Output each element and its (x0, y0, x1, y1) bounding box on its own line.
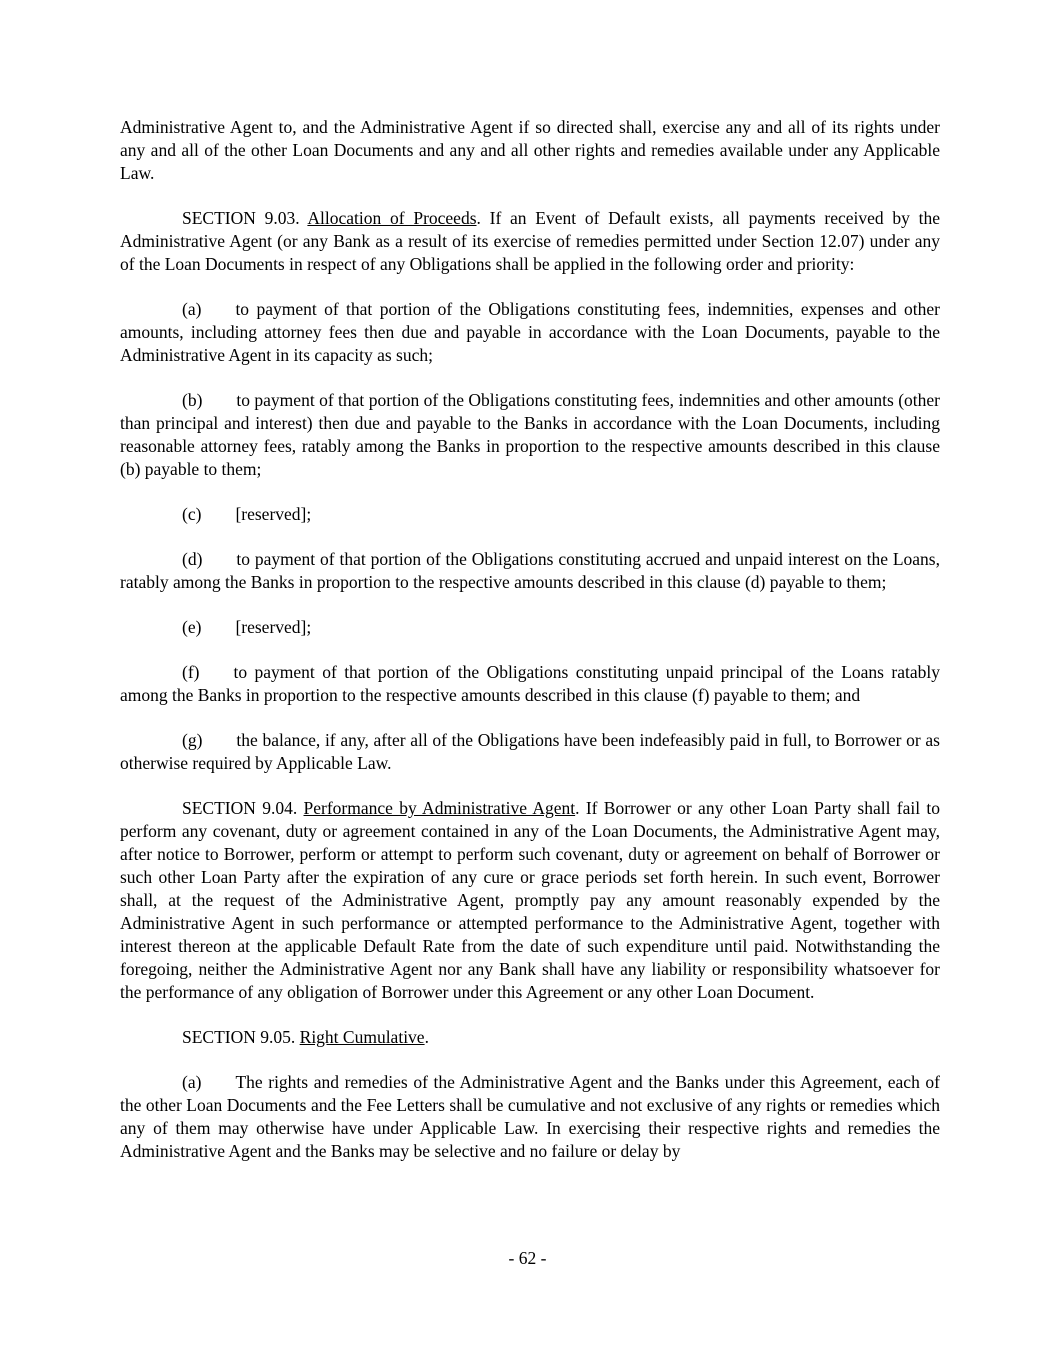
clause-text: the balance, if any, after all of the Obligations have been indefeasibly paid in full, to Borrower or as otherwise required by Applicable Law. (120, 730, 940, 773)
clause-c-paragraph (120, 503, 940, 526)
document-body (120, 116, 940, 1185)
section-body-text: . If an Event of Default exists, all payments received by the Administrative Agent (or any Bank as a result of its exercise of remedies permitted under Section 12.07) under any of the Loan Documents in respect of any Obligations shall be applied in the following order and priority: (120, 208, 940, 274)
clause-g-paragraph (120, 729, 940, 775)
section-9-03-paragraph (120, 207, 940, 276)
clause-label: (e) (182, 617, 202, 637)
section-number: SECTION 9.03. (182, 208, 308, 228)
clause-label: (f) (182, 662, 200, 682)
page-number: - 62 - (508, 1248, 547, 1268)
clause-b-paragraph (120, 389, 940, 481)
clause-label: (g) (182, 730, 203, 750)
clause-text: The rights and remedies of the Administrative Agent and the Banks under this Agreement, each of the other Loan Documents and the Fee Letters shall be cumulative and not exclusive of any rights or remedies which any of them may otherwise have under Applicable Law. In exercising their respective rights and remedies the Administrative Agent and the Banks may be selective and no failure or delay by (120, 1072, 940, 1161)
clause-e-paragraph (120, 616, 940, 639)
clause-label: (d) (182, 549, 203, 569)
section-9-04-paragraph (120, 797, 940, 1004)
section-title-underlined: Allocation of Proceeds (307, 208, 477, 228)
clause-text: to payment of that portion of the Obligations constituting unpaid principal of the Loans ratably among the Banks in proportion to the respective amounts described in this clause (f) payable to them; and (120, 662, 940, 705)
clause-label: (b) (182, 390, 203, 410)
section-title-underlined: Right Cumulative (299, 1027, 425, 1047)
clause-label: (a) (182, 299, 202, 319)
clause-text: [reserved]; (235, 617, 312, 637)
clause-a-paragraph (120, 298, 940, 367)
clause-text: to payment of that portion of the Obligations constituting fees, indemnities, expenses and other amounts, including attorney fees then due and payable in accordance with the Loan Documents, payable to the Administrative Agent in its capacity as such; (120, 299, 940, 365)
section-body-text: . If Borrower or any other Loan Party shall fail to perform any covenant, duty or agreement contained in any of the Loan Documents, the Administrative Agent may, after notice to Borrower, perform or attempt to perform such covenant, duty or agreement on behalf of Borrower or such other Loan Party after the expiration of any cure or grace periods set forth herein. In such event, Borrower shall, at the request of the Administrative Agent, promptly pay any amount reasonably expended by the Administrative Agent in such performance or attempted performance to the Administrative Agent, together with interest thereon at the applicable Default Rate from the date of such expenditure until paid. Notwithstanding the foregoing, neither the Administrative Agent nor any Bank shall have any liability or responsibility whatsoever for the performance of any obligation of Borrower under this Agreement or any other Loan Document. (120, 798, 941, 1002)
section-title-underlined: Performance by Administrative Agent (303, 798, 576, 818)
clause-label: (a) (182, 1072, 202, 1092)
clause-905a-paragraph (120, 1071, 940, 1163)
clause-label: (c) (182, 504, 202, 524)
section-title-period: . (424, 1027, 429, 1047)
section-number: SECTION 9.04. (182, 798, 304, 818)
paragraph-text: Administrative Agent to, and the Administrative Agent if so directed shall, exercise any and all of its rights under any and all of the other Loan Documents and any and all other rights and remedies available under any Applicable Law. (120, 117, 940, 183)
section-9-05-heading (120, 1026, 940, 1049)
clause-f-paragraph (120, 661, 940, 707)
clause-text: to payment of that portion of the Obligations constituting fees, indemnities and other amounts (other than principal and interest) then due and payable to the Banks in accordance with the Loan Documents, including reasonable attorney fees, ratably among the Banks in proportion to the respective amounts described in this clause (b) payable to them; (120, 390, 940, 479)
clause-text: to payment of that portion of the Obligations constituting accrued and unpaid interest on the Loans, ratably among the Banks in proportion to the respective amounts described in this clause (d) payable to them; (120, 549, 940, 592)
section-number: SECTION 9.05. (182, 1027, 300, 1047)
clause-text: [reserved]; (235, 504, 312, 524)
clause-d-paragraph (120, 548, 940, 594)
paragraph-continuation (120, 116, 940, 185)
